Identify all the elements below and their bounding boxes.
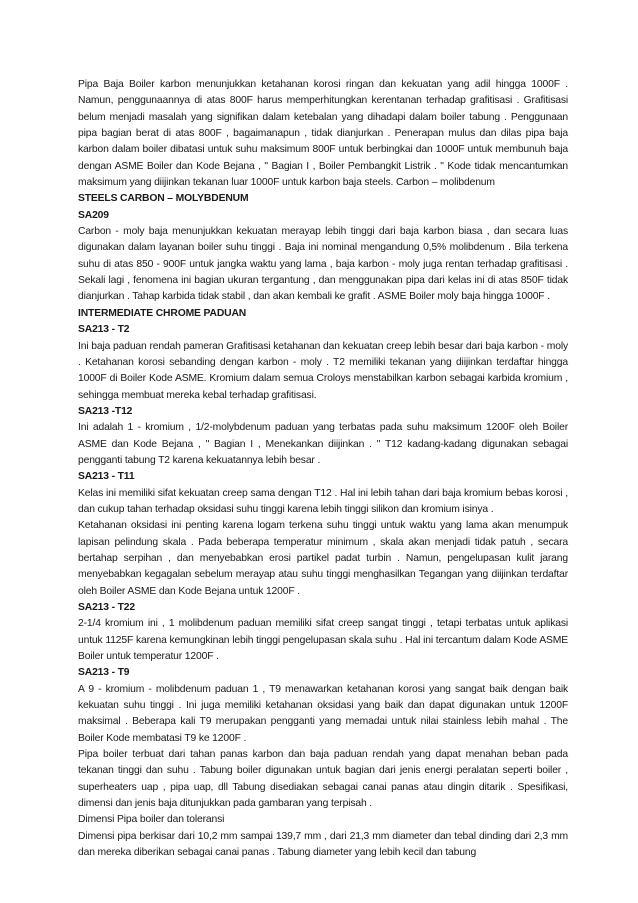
sa213-t12-paragraph: Ini adalah 1 - kromium , 1/2-molybdenum paduan yang terbatas pada suhu maksimum 1200F oleh Boiler ASME dan Kode Bejana , " Bagian I , Menekankan diijinkan . " T12 kadang-kadang digunakan sebagai pengganti tabung T2 karena kekuatannya lebih besar . (78, 422, 568, 466)
dimensi-title: Dimensi Pipa boiler dan toleransi (78, 814, 225, 826)
heading-sa213-t22: SA213 - T22 (78, 602, 135, 613)
pipa-boiler-paragraph: Pipa boiler terbuat dari tahan panas karbon dan baja paduan rendah yang dapat menahan beban pada tekanan tinggi dan suhu . Tabung boiler digunakan untuk bagian dari jenis energi peralatan seperti boiler , superheaters uap , pipa uap, dll Tabung disediakan sebagai canai panas atau dingin ditarik . Spesifikasi, dimensi dan jenis baja ditunjukkan pada gambaran yang terpisah . (78, 749, 568, 810)
sa209-paragraph: Carbon - moly baja menunjukkan kekuatan merayap lebih tinggi dari baja karbon biasa , dan secara luas digunakan dalam layanan boiler suhu tinggi . Baja ini nominal mengandung 0,5% molibdenum . Bila terkena suhu di atas 850 - 900F untuk jangka waktu yang lama , baja karbon - moly juga rentan terhadap grafitisasi . Sekali lagi , fenomena ini bagian ukuran tergantung , dan menggunakan pipa dari kelas ini di atas 850F tidak dianjurkan . Tahap karbida tidak stabil , dan akan kembali ke grafit . ASME Boiler moly baja hingga 1000F . (78, 226, 568, 303)
sa213-t9-paragraph: A 9 - kromium - molibdenum paduan 1 , T9 menawarkan ketahanan korosi yang sangat baik dengan baik kekuatan suhu tinggi . Ini juga memiliki ketahanan oksidasi yang baik dan dapat digunakan untuk 1200F maksimal . Beberapa kali T9 merupakan pengganti yang memadai untuk nilai stainless lebih mahal . The Boiler Kode membatasi T9 ke 1200F . (78, 683, 568, 744)
heading-steels-carbon: STEELS CARBON – MOLYBDENUM (78, 193, 249, 205)
heading-sa213-t2: SA213 - T2 (78, 324, 130, 336)
sa213-t11-paragraph-1: Kelas ini memiliki sifat kekuatan creep sama dengan T12 . Hal ini lebih tahan dari baja kromium bebas korosi , dan cukup tahan terhadap oksidasi suhu tinggi karena lebih tinggi silikon dan kromium isinya . (78, 487, 568, 515)
document-body (78, 77, 568, 862)
dimensi-paragraph: Dimensi pipa berkisar dari 10,2 mm sampai 139,7 mm , dari 21,3 mm diameter dan tebal dinding dari 2,3 mm dan mereka diberikan sebagai canai panas . Tabung diameter yang lebih kecil dan tabung (78, 830, 568, 859)
heading-sa213-t9: SA213 - T9 (78, 667, 130, 679)
sa213-t2-paragraph: Ini baja paduan rendah pameran Grafitisasi ketahanan dan kekuatan creep lebih besar dari baja karbon - moly . Ketahanan korosi sebanding dengan karbon - moly . T2 memiliki tekanan yang diijinkan terdaftar hingga 1000F di Boiler Kode ASME. Kromium dalam semua Croloys menstabilkan karbon sebagai karbida kromium , sehingga membuat mereka kebal terhadap grafitisasi. (78, 340, 568, 401)
heading-sa209: SA209 (78, 209, 109, 221)
intro-paragraph: Pipa Baja Boiler karbon menunjukkan ketahanan korosi ringan dan kekuatan yang adil hingga 1000F . Namun, penggunaannya di atas 800F harus memperhitungkan kerentanan terhadap grafitisasi . Grafitisasi belum menjadi masalah yang signifikan dalam ketebalan yang dihadapi dalam boiler tabung . Penggunaan pipa bagian berat di atas 800F , bagaimanapun , tidak dianjurkan . Penerapan mulus dan dilas pipa baja karbon dalam boiler dibatasi untuk suhu maksimum 800F untuk berbingkai dan 1000F untuk membunuh baja dengan ASME Boiler dan Kode Bejana , " Bagian I , Boiler Pembangkit Listrik . " Kode tidak mencantumkan maksimum yang diijinkan tekanan luar 1000F untuk karbon baja steels. Carbon – molibdenum (78, 79, 568, 189)
heading-sa213-t12: SA213 -T12 (78, 405, 133, 417)
heading-sa213-t11: SA213 - T11 (78, 471, 135, 483)
heading-intermediate-chrome: INTERMEDIATE CHROME PADUAN (78, 307, 247, 319)
sa213-t22-paragraph: 2-1/4 kromium ini , 1 molibdenum paduan memiliki sifat creep sangat tinggi , tetapi terbatas untuk aplikasi untuk 1125F karena kemungkinan lebih tinggi pengelupasan skala suhu . Hal ini tercantum dalam Kode ASME Boiler untuk temperatur 1200F . (78, 618, 568, 663)
sa213-t11-paragraph-2: Ketahanan oksidasi ini penting karena logam terkena suhu tinggi untuk waktu yang lama akan menumpuk lapisan pelindung skala . Pada beberapa temperatur minimum , skala akan menjadi tidak patuh , secara bertahap serpihan , dan menyebabkan erosi partikel padat turbin . Namun, pengelupasan kulit jarang menyebabkan kegagalan sebelum merayap atau suhu tinggi menghasilkan Tegangan yang diijinkan terdaftar oleh Boiler ASME dan Kode Bejana untuk 1200F . (78, 520, 568, 597)
